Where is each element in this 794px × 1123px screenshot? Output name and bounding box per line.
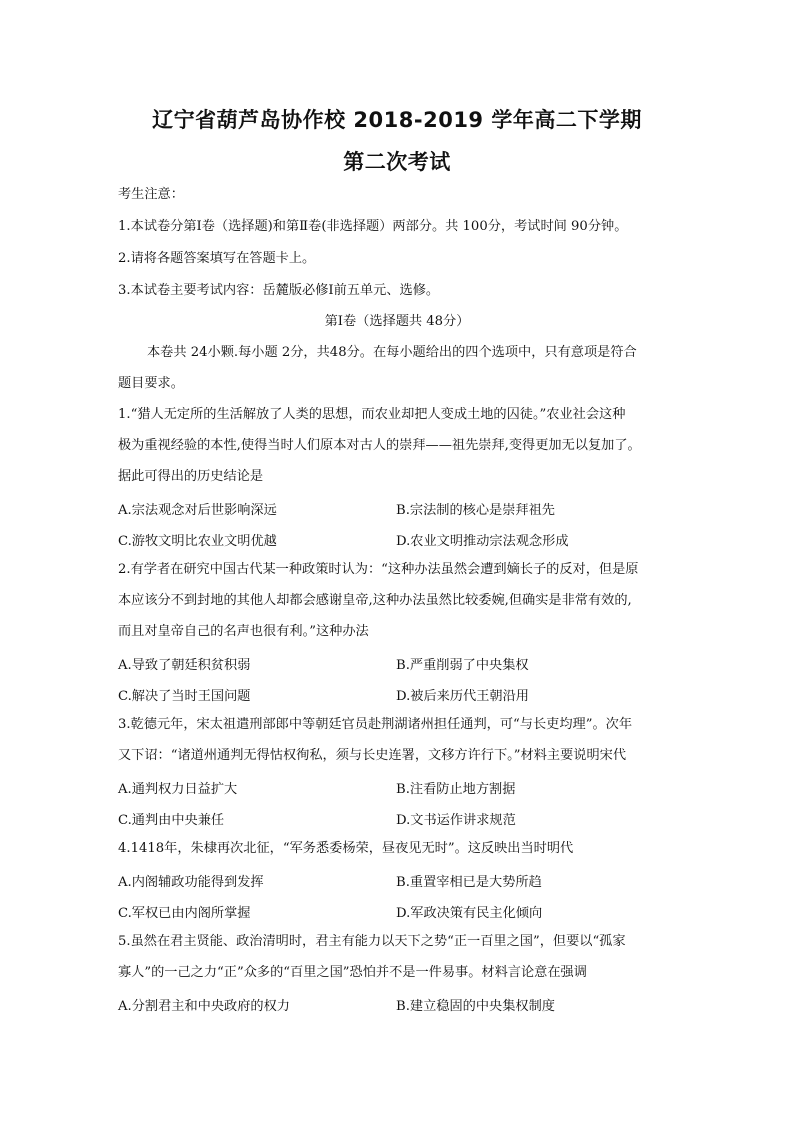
notice-3: 3.本试卷主要考试内容：岳麓版必修Ⅰ前五单元、选修。 xyxy=(118,283,440,298)
question-2-option-a: A.导致了朝廷积贫积弱 xyxy=(118,658,251,673)
notice-heading: 考生注意： xyxy=(118,187,184,202)
question-5-text: 5.虽然在君主贤能、政治清明时，君主有能力以天下之势“正一百里之国”，但要以“孤家 xyxy=(118,934,626,949)
question-2-text: 本应该分不到封地的其他人却都会感谢皇帝,这种办法虽然比较委婉,但确实是非常有效的, xyxy=(118,593,632,608)
question-1-text: 极为重视经验的本性,使得当时人们原本对古人的崇拜——祖先崇拜,变得更加无以复加了。 xyxy=(118,438,641,453)
question-5-text: 寡人”的一己之力“正”众多的“百里之国”恐怕并不是一件易事。材料言论意在强调 xyxy=(118,965,587,980)
question-3-text: 又下诏：“诸道州通判无得怙权徇私，须与长史连署，文移方许行下。”材料主要说明宋代 xyxy=(118,748,627,763)
question-4-option-b: B.重置宰相已是大势所趋 xyxy=(396,875,542,890)
question-4-text: 4.1418年，朱棣再次北征，“军务悉委杨荣，昼夜见无时”。这反映出当时明代 xyxy=(118,841,574,856)
exam-title: 辽宁省葫芦岛协作校 2018-2019 学年高二下学期 xyxy=(152,108,642,132)
question-2-option-d: D.被后来历代王朝沿用 xyxy=(396,689,529,704)
question-1-option-c: C.游牧文明比农业文明优越 xyxy=(118,534,277,549)
notice-1: 1.本试卷分第Ⅰ卷（选择题)和第Ⅱ卷(非选择题）两部分。共 100分，考试时间 90分钟。 xyxy=(118,219,628,234)
question-1-option-d: D.农业文明推动宗法观念形成 xyxy=(396,534,569,549)
question-3-option-b: B.注看防止地方割据 xyxy=(396,782,516,797)
notice-2: 2.请将各题答案填写在答题卡上。 xyxy=(118,251,316,266)
question-5-option-a: A.分割君主和中央政府的权力 xyxy=(118,999,290,1014)
question-3-text: 3.乾德元年，宋太祖遣刑部郎中等朝廷官员赴荆湖诸州担任通判，可“与长吏均理”。次年 xyxy=(118,717,632,732)
question-1-text: 据此可得出的历史结论是 xyxy=(118,469,264,484)
question-1-option-b: B.宗法制的核心是崇拜祖先 xyxy=(396,503,555,518)
instructions-line-1: 本卷共 24小颗.每小题 2分，共48分。在每小题给出的四个选项中，只有意项是符合 xyxy=(147,345,637,360)
question-2-text: 而且对皇帝自己的名声也很有利。”这种办法 xyxy=(118,624,369,639)
question-5-option-b: B.建立稳固的中央集权制度 xyxy=(396,999,555,1014)
instructions-line-2: 题目要求。 xyxy=(118,376,184,391)
question-1-option-a: A.宗法观念对后世影响深远 xyxy=(118,503,277,518)
section-title: 第Ⅰ卷（选择题共 48分） xyxy=(324,314,470,329)
question-2-option-c: C.解决了当时王国问题 xyxy=(118,689,251,704)
question-4-option-d: D.军政决策有民主化倾向 xyxy=(396,906,543,921)
question-3-option-a: A.通判权力日益扩大 xyxy=(118,782,238,797)
exam-subtitle: 第二次考试 xyxy=(343,150,451,174)
question-1-text: 1.“猎人无定所的生活解放了人类的思想，而农业却把人变成土地的囚徒。”农业社会这种 xyxy=(118,407,626,422)
question-3-option-c: C.通判由中央兼任 xyxy=(118,813,225,828)
question-4-option-c: C.军权已由内阁所掌握 xyxy=(118,906,251,921)
question-2-option-b: B.严重削弱了中央集权 xyxy=(396,658,529,673)
question-3-option-d: D.文书运作讲求规范 xyxy=(396,813,516,828)
question-4-option-a: A.内阁辅政功能得到发挥 xyxy=(118,875,264,890)
question-2-text: 2.有学者在研究中国古代某一种政策时认为：“这种办法虽然会遭到嫡长子的反对，但是原 xyxy=(118,562,639,577)
